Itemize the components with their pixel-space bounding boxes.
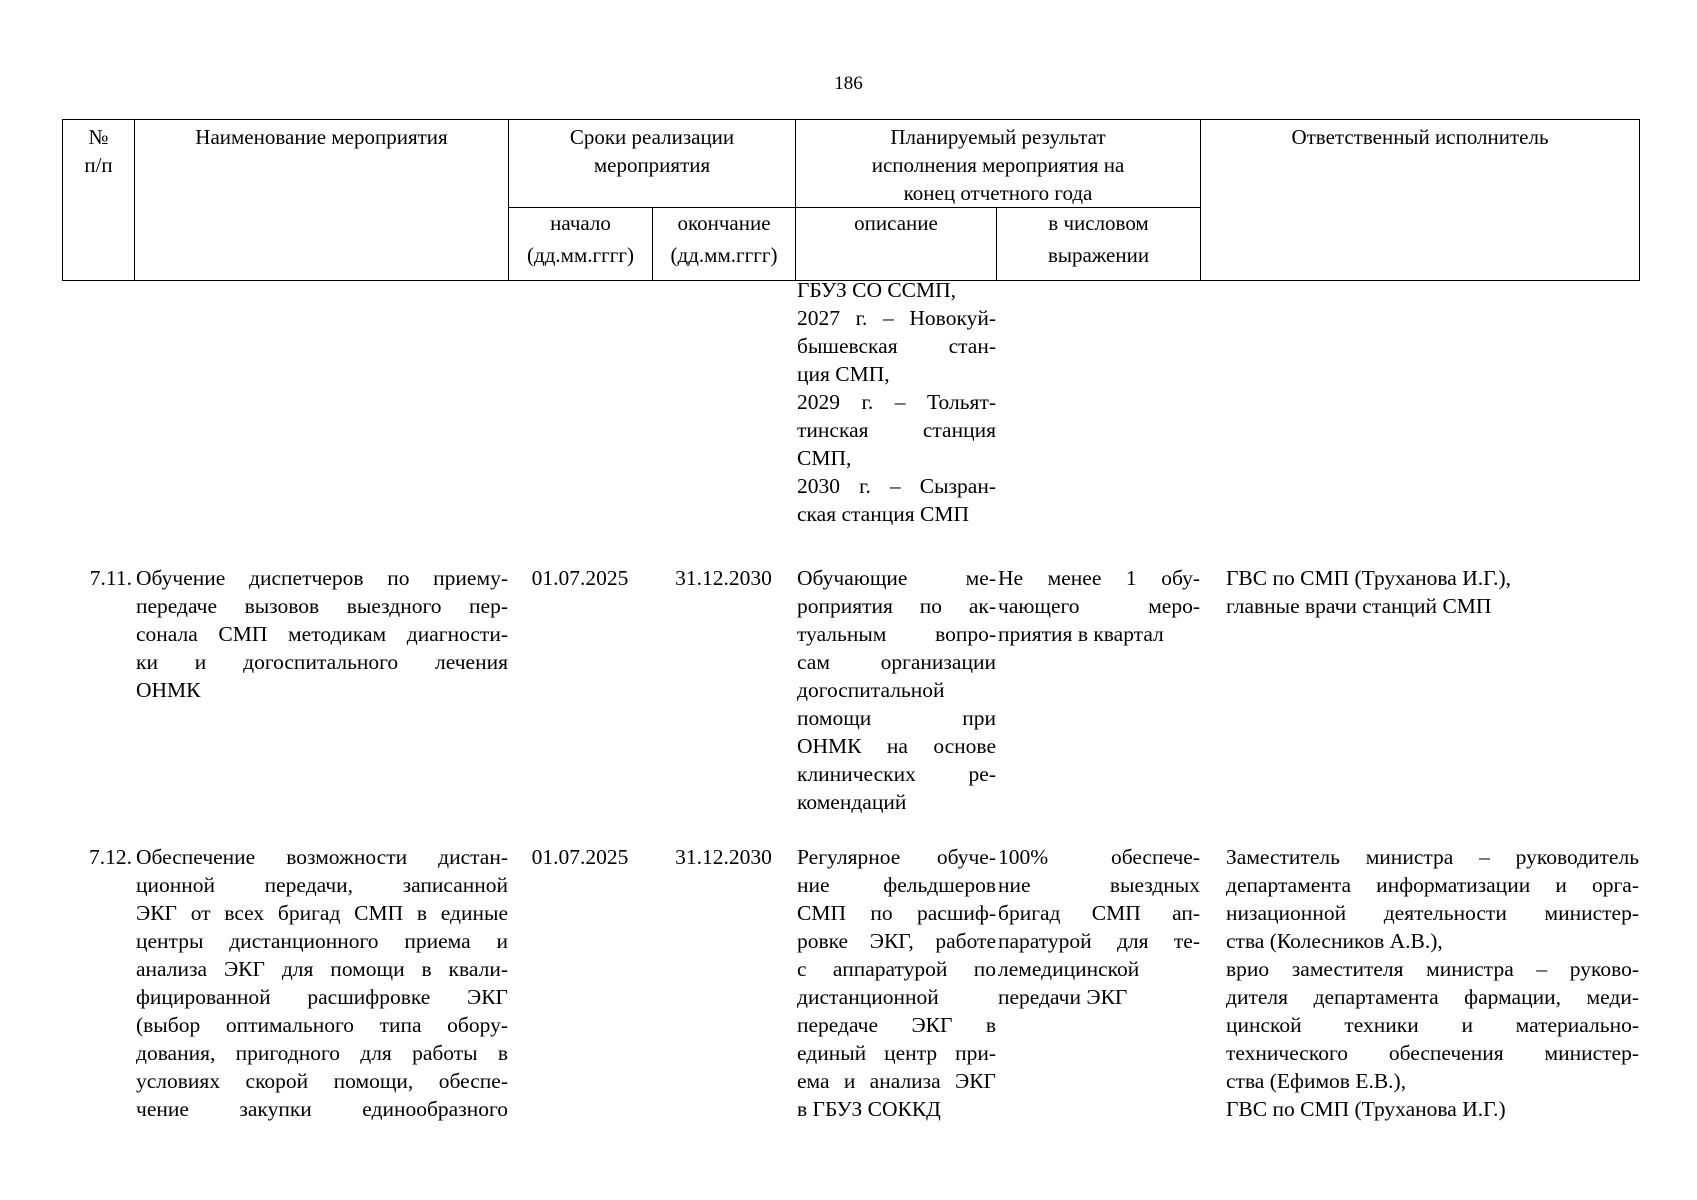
table-row-continuation (62, 276, 1639, 534)
row-end-date: 31.12.2030 (675, 845, 772, 869)
row-description: Регулярное обуче- ние фельдшеров СМП по расшиф- ровке ЭКГ, работе с аппаратурой по дистанционной передаче ЭКГ в единый центр при- ема и анализа ЭКГ в ГБУЗ СОККД (797, 845, 996, 1121)
header-col-description: описание (796, 208, 997, 281)
header-col-value: в числовом выражении (997, 208, 1201, 281)
table-header (62, 119, 1640, 281)
header-col-result: Планируемый результат исполнения мероприятия на конец отчетного года (796, 120, 1201, 208)
header-col-start: начало (дд.мм.гггг) (509, 208, 653, 281)
row-responsible: Заместитель министра – руководитель департамента информатизации и орга- низационной деятельности министер- ства (Колесников А.В.), врио заместителя министра – руково- дителя департамента фармации, меди- цинской техники и материально- технического обеспечения министер- ства (Ефимов Е.В.), ГВС по СМП (Труханова И.Г.) (1226, 845, 1639, 1121)
header-col-responsible: Ответственный исполнитель (1201, 120, 1640, 281)
row-start-date: 01.07.2025 (531, 566, 629, 590)
page-number: 186 (834, 73, 863, 94)
header-col-number: № п/п (63, 120, 135, 281)
row-number: 7.12. (89, 845, 132, 869)
row-responsible: ГВС по СМП (Труханова И.Г.), главные врачи станций СМП (1226, 566, 1512, 618)
row-description: Обучающие ме- роприятия по ак- туальным вопро- сам организации догоспитальной помощи при ОНМК на основе клинических ре- комендаций (797, 566, 996, 814)
row-activity-name: Обеспечение возможности дистан- ционной передачи, записанной ЭКГ от всех бригад СМП в единые центры дистанционного приема и анализа ЭКГ для помощи в квали- фицированной расшифровке ЭКГ (выбор оптимального типа обору- дования, пригодного для работы в условиях скорой помощи, обеспе- чение закупки единообразного (136, 845, 508, 1121)
row-start-date: 01.07.2025 (531, 845, 629, 869)
row-numeric-value: Не менее 1 обу- чающего меро- приятия в квартал (998, 566, 1200, 646)
continuation-description: ГБУЗ СО ССМП, 2027 г. – Новокуй- бышевская стан- ция СМП, 2029 г. – Тольят- тинская станция СМП, 2030 г. – Сызран- ская станция СМП (797, 278, 996, 526)
header-col-end: окончание (дд.мм.гггг) (653, 208, 796, 281)
row-end-date: 31.12.2030 (675, 566, 772, 590)
row-numeric-value: 100% обеспече- ние выездных бригад СМП ап- паратурой для те- лемедицинской передачи ЭКГ (998, 845, 1200, 1009)
row-activity-name: Обучение диспетчеров по приему- передаче вызовов выездного пер- сонала СМП методикам диагности- ки и догоспитального лечения ОНМК (136, 566, 508, 702)
row-number: 7.11. (89, 566, 132, 590)
table-body (62, 276, 1639, 1123)
header-col-name: Наименование мероприятия (135, 120, 509, 281)
table-row (62, 564, 1639, 843)
table-row (62, 843, 1639, 1123)
header-col-dates: Сроки реализации мероприятия (509, 120, 796, 208)
